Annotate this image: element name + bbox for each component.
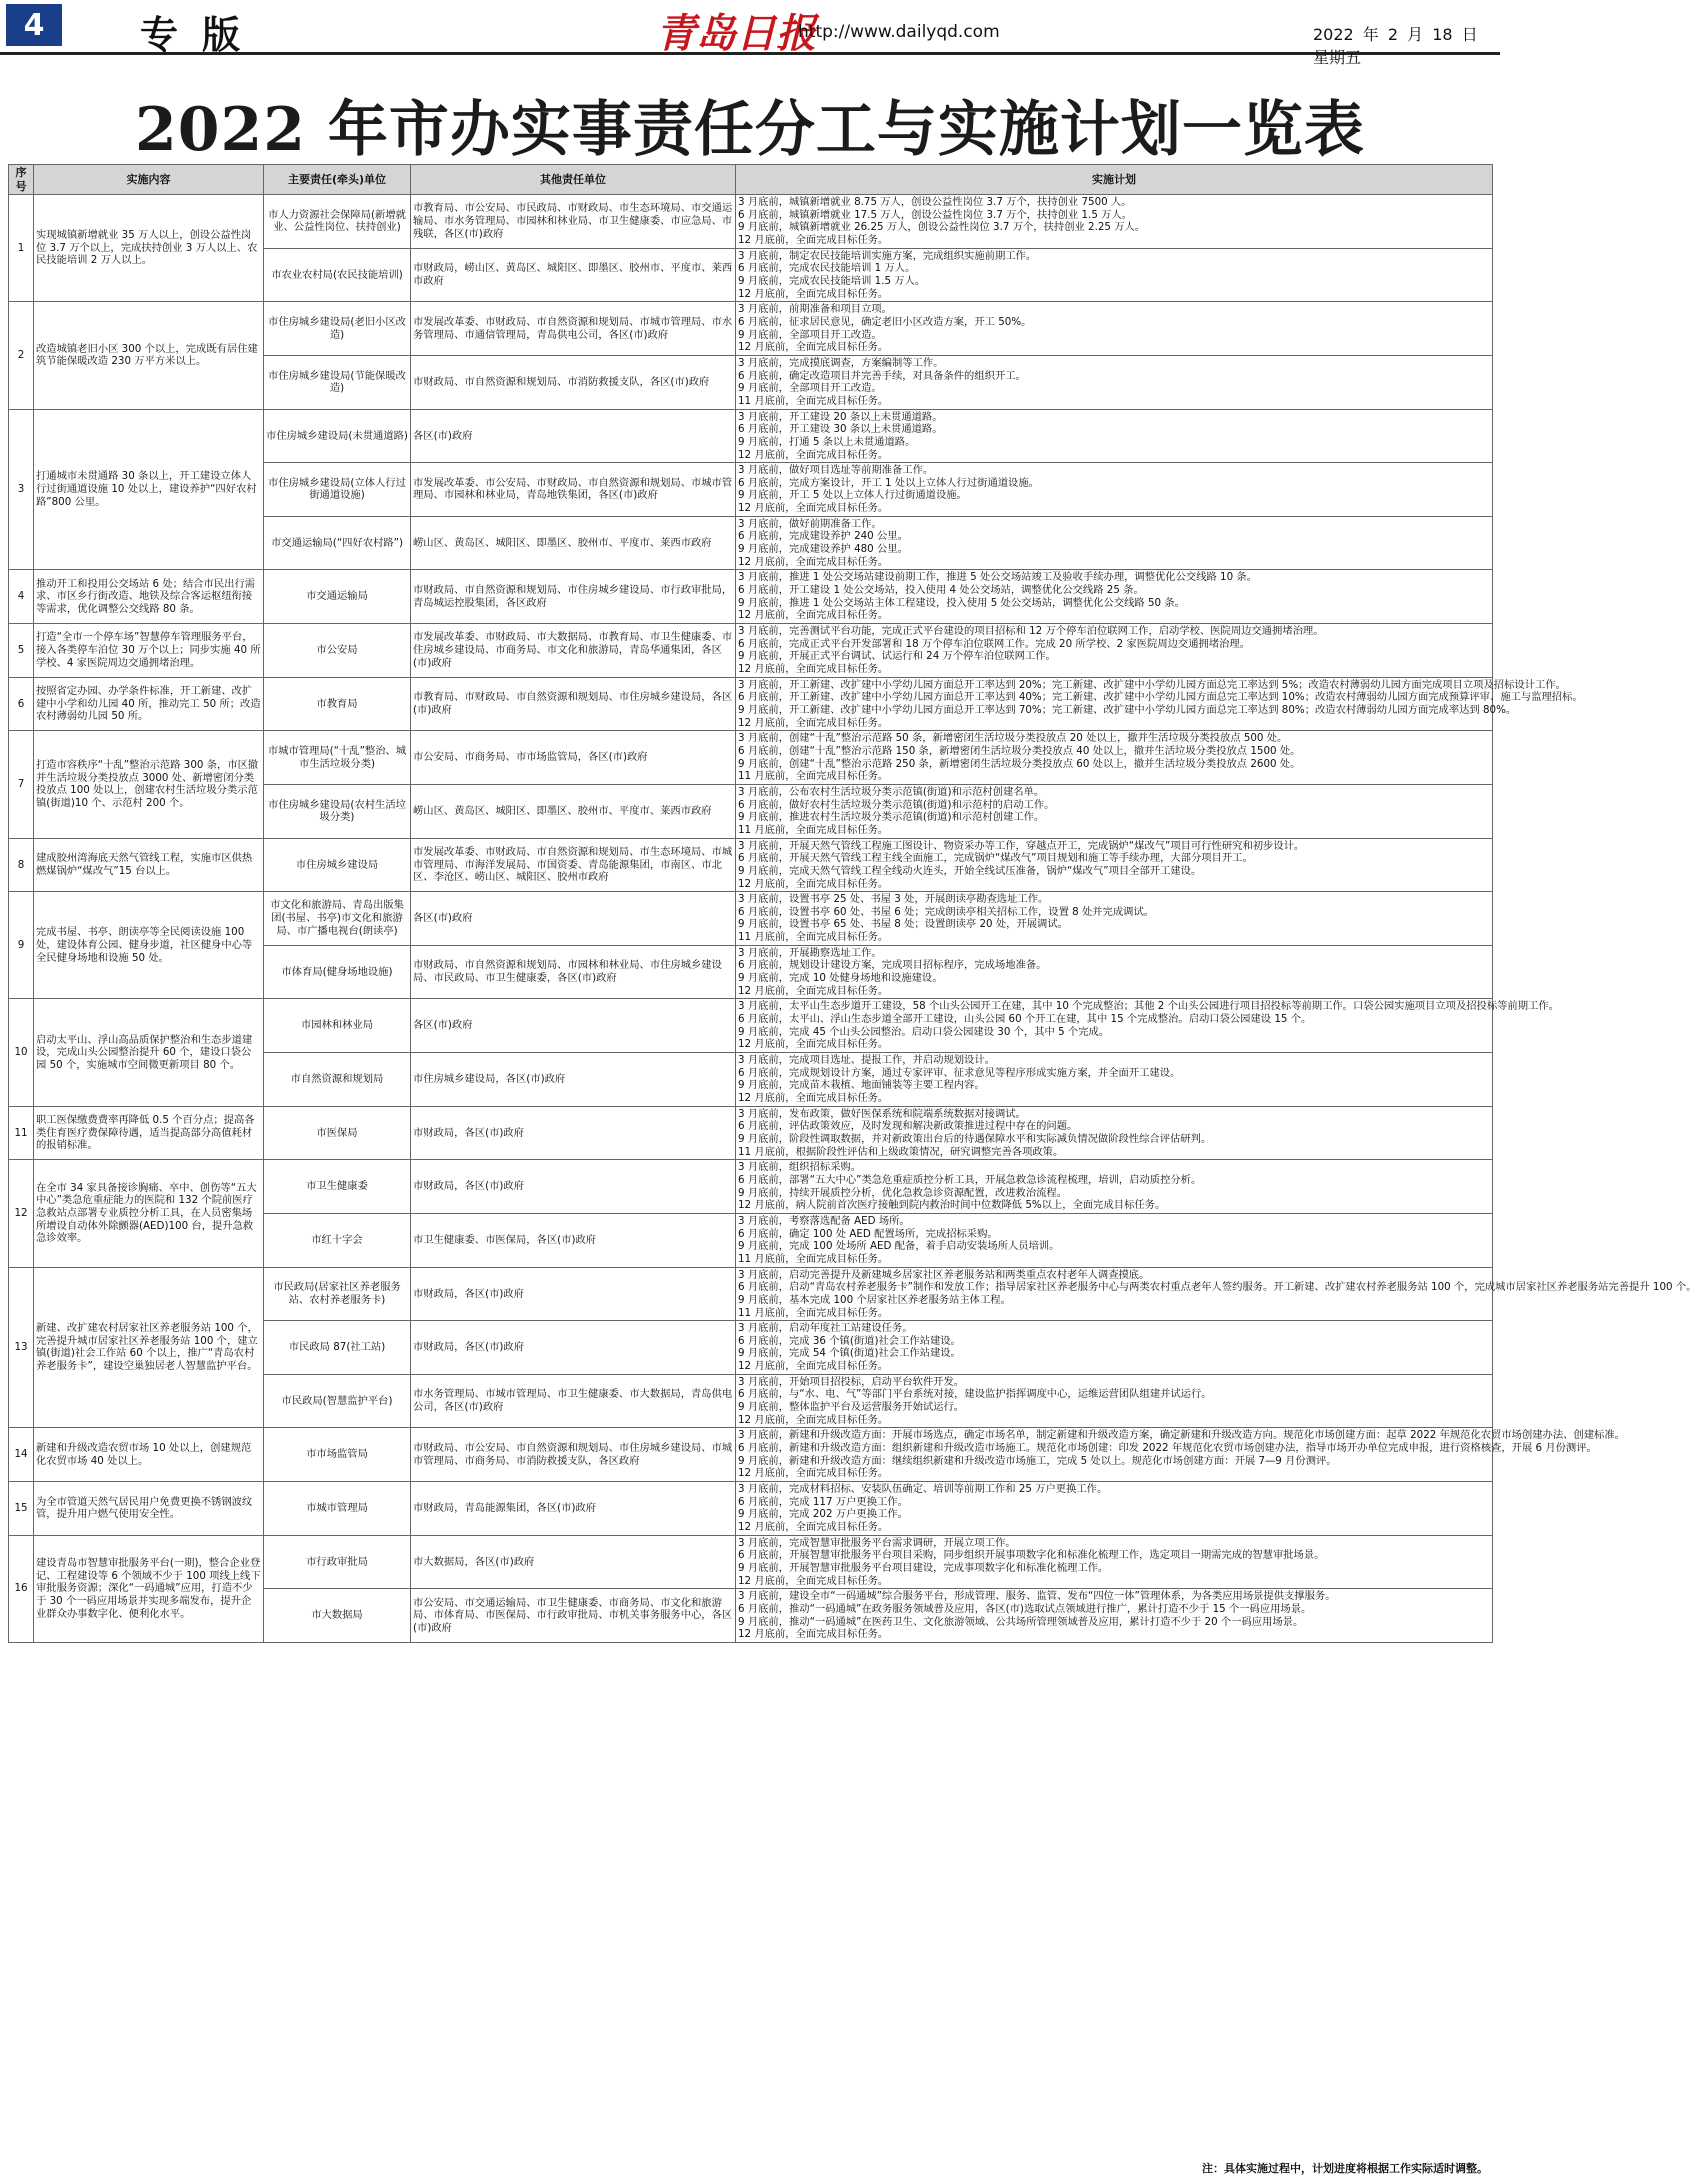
- implementation-plan: [736, 1374, 1493, 1428]
- item-number: 12: [9, 1160, 34, 1267]
- item-number: 11: [9, 1106, 34, 1160]
- col-header-plan: 实施计划: [736, 165, 1493, 195]
- table-row: [9, 302, 1493, 356]
- plan-step: 3 月底前，开工新建、改扩建中小学幼儿园方面总开工率达到 20%；完工新建、改扩建中小学幼儿园方面总完工率达到 5%；改造农村薄弱幼儿园方面完成项目立项及招标设计工作。: [738, 678, 1566, 691]
- implementation-plan: [736, 1160, 1493, 1214]
- other-units: 市财政局，各区(市)政府: [411, 1160, 736, 1214]
- lead-unit: 市农业农村局(农民技能培训): [264, 248, 411, 302]
- table-row: [9, 1160, 1493, 1214]
- table-row: [9, 1267, 1493, 1321]
- other-units: 市财政局，青岛能源集团，各区(市)政府: [411, 1482, 736, 1536]
- plan-step: 3 月底前，完成材料招标、安装队伍确定、培训等前期工作和 25 万户更换工作。: [738, 1483, 1108, 1496]
- lead-unit: 市卫生健康委: [264, 1160, 411, 1214]
- other-units: 市教育局、市公安局、市民政局、市财政局、市生态环境局、市交通运输局、市水务管理局、市园林和林业局、市卫生健康委、市应急局、市残联，各区(市)政府: [411, 195, 736, 249]
- lead-unit: 市自然资源和规划局: [264, 1053, 411, 1107]
- masthead: [0, 0, 1500, 67]
- plan-step: 9 月底前，新建和升级改造方面：继续组织新建和升级改造市场施工，完成 5 处以上。规范化市场创建方面：开展 7—9 月份测评。: [738, 1454, 1337, 1467]
- newspaper-logo: 青岛日报: [656, 10, 816, 57]
- plan-step: 6 月底前，新建和升级改造方面：组织新建和升级改造市场施工。规范化市场创建：印发 2022 年规范化农贸市场创建办法，指导市场开办单位完成申报，进行资格核查，开展 6 月份测评。: [738, 1442, 1597, 1455]
- plan-step: 12 月底前，全面完成目标任务。: [738, 1413, 889, 1426]
- other-units: 市公安局、市商务局、市市场监管局，各区(市)政府: [411, 731, 736, 785]
- other-units: 各区(市)政府: [411, 999, 736, 1053]
- other-units: 市卫生健康委、市医保局，各区(市)政府: [411, 1213, 736, 1267]
- plan-step: 9 月底前，完成 10 处健身场地和设施建设。: [738, 972, 943, 985]
- lead-unit: 市交通运输局: [264, 570, 411, 624]
- lead-unit: 市医保局: [264, 1106, 411, 1160]
- plan-step: 3 月底前，完成项目选址、提报工作，并启动规划设计。: [738, 1054, 995, 1067]
- table-body: [9, 195, 1696, 1643]
- implementation-plan: [736, 731, 1493, 785]
- plan-step: 11 月底前，全面完成目标任务。: [738, 394, 889, 407]
- plan-step: 12 月底前，全面完成目标任务。: [738, 341, 889, 354]
- implementation-plan: [736, 1589, 1493, 1643]
- plan-step: 9 月底前，全部项目开工改造。: [738, 328, 882, 341]
- item-number: 10: [9, 999, 34, 1106]
- item-number: 9: [9, 892, 34, 999]
- implementation-plan: [736, 355, 1493, 409]
- other-units: 市发展改革委、市财政局、市自然资源和规划局、市城市管理局、市水务管理局、市通信管理局，青岛供电公司，各区(市)政府: [411, 302, 736, 356]
- other-units: 市水务管理局、市城市管理局、市卫生健康委、市大数据局，青岛供电公司，各区(市)政府: [411, 1374, 736, 1428]
- plan-step: 3 月底前，完善测试平台功能，完成正式平台建设的项目招标和 12 万个停车泊位联网工作，启动学校、医院周边交通拥堵治理。: [738, 625, 1324, 638]
- implementation-plan: [736, 302, 1493, 356]
- responsibility-table: [8, 164, 1696, 1643]
- other-units: 市财政局，崂山区、黄岛区、城阳区、即墨区、胶州市、平度市、莱西市政府: [411, 248, 736, 302]
- lead-unit: 市大数据局: [264, 1589, 411, 1643]
- other-units: 市发展改革委、市财政局、市大数据局、市教育局、市卫生健康委、市住房城乡建设局、市商务局、市文化和旅游局，青岛华通集团，各区(市)政府: [411, 624, 736, 678]
- plan-step: 12 月底前，全面完成目标任务。: [738, 555, 889, 568]
- lead-unit: 市住房城乡建设局(节能保暖改造): [264, 355, 411, 409]
- plan-step: 3 月底前，推进 1 处公交场站建设前期工作，推进 5 处公交场站竣工及验收手续办理，调整优化公交线路 10 条。: [738, 571, 1258, 584]
- other-units: 市财政局、市自然资源和规划局、市园林和林业局、市住房城乡建设局、市民政局、市卫生健康委，各区(市)政府: [411, 945, 736, 999]
- implementation-plan: [736, 784, 1493, 838]
- item-content: 打通城市未贯通路 30 条以上，开工建设立体人行过街通道设施 10 处以上，建设养护“四好农村路”800 公里。: [34, 409, 264, 570]
- plan-step: 6 月底前，城镇新增就业 17.5 万人，创设公益性岗位 3.7 万个，扶持创业 1.5 万人。: [738, 208, 1133, 221]
- plan-step: 12 月底前，全面完成目标任务。: [738, 1521, 889, 1533]
- page-number-badge: 4: [6, 4, 62, 46]
- plan-step: 6 月底前，开工新建、改扩建中小学幼儿园方面总开工率达到 40%；完工新建、改扩建中小学幼儿园方面总完工率达到 10%；改造农村薄弱幼儿园方面完成预算评审、施工与监理招标。: [738, 691, 1583, 704]
- other-units: 各区(市)政府: [411, 409, 736, 463]
- issue-date: 2022 年 2 月 18 日 星期五: [1313, 25, 1478, 67]
- plan-step: 12 月底前，病人院前首次医疗接触到院内救治时间中位数降低 5%以上，全面完成目标任务。: [738, 1199, 1166, 1212]
- plan-step: 6 月底前，完成建设养护 240 公里。: [738, 530, 908, 543]
- lead-unit: 市文化和旅游局、青岛出版集团(书屋、书亭)市文化和旅游局、市广播电视台(朗读亭): [264, 892, 411, 946]
- plan-step: 3 月底前，开展天然气管线工程施工图设计、物资采办等工作，穿越点开工，完成锅炉“煤改气”项目可行性研究和初步设计。: [738, 839, 1305, 852]
- plan-step: 12 月底前，全面完成目标任务。: [738, 1038, 889, 1051]
- plan-step: 3 月底前，建设全市“一码通城”综合服务平台，形成管理、服务、监管、发布“四位一体”管理体系，为各类应用场景提供支撑服务。: [738, 1590, 1336, 1603]
- item-content: 建设青岛市智慧审批服务平台(一期)，整合企业登记、工程建设等 6 个领域不少于 100 项线上线下审批服务资源；深化“一码通城”应用，打造不少于 30 个一码应用场景并实现多端发布，提升企业群众办事数字化、便利化水平。: [34, 1535, 264, 1642]
- plan-step: 6 月底前，完成规划设计方案，通过专家评审、征求意见等程序形成实施方案，并全面开工建设。: [738, 1066, 1181, 1079]
- item-number: 15: [9, 1482, 34, 1536]
- plan-step: 3 月底前，公布农村生活垃圾分类示范镇(街道)和示范村创建名单。: [738, 785, 1045, 798]
- plan-step: 6 月底前，确定 100 处 AED 配置场所，完成招标采购。: [738, 1227, 998, 1240]
- plan-step: 12 月底前，全面完成目标任务。: [738, 984, 889, 997]
- col-header-content: 实施内容: [34, 165, 264, 195]
- plan-step: 6 月底前，与“水、电、气”等部门平台系统对接，建设监护指挥调度中心，运维运营团队组建并试运行。: [738, 1388, 1212, 1401]
- item-number: 2: [9, 302, 34, 409]
- plan-step: 3 月底前，发布政策，做好医保系统和院端系统数据对接调试。: [738, 1107, 1026, 1120]
- plan-step: 3 月底前，创建“十乱”整治示范路 50 条，新增密闭生活垃圾分类投放点 20 处以上，撤并生活垃圾分类投放点 500 处。: [738, 732, 1288, 745]
- lead-unit: 市住房城乡建设局(未贯通道路): [264, 409, 411, 463]
- implementation-plan: [736, 624, 1493, 678]
- plan-step: 11 月底前，全面完成目标任务。: [738, 770, 889, 783]
- plan-step: 9 月底前，打通 5 条以上未贯通道路。: [738, 435, 916, 448]
- plan-step: 6 月底前，开工建设 30 条以上未贯通道路。: [738, 423, 943, 436]
- other-units: 市财政局，各区(市)政府: [411, 1106, 736, 1160]
- other-units: 市财政局、市自然资源和规划局、市住房城乡建设局、市行政审批局，青岛城运控股集团，各区政府: [411, 570, 736, 624]
- plan-step: 9 月底前，完成天然气管线工程全线动火连头，开始全线试压准备，锅炉“煤改气”项目全部开工建设。: [738, 864, 1202, 877]
- other-units: 市发展改革委、市公安局、市财政局、市自然资源和规划局、市城市管理局、市园林和林业局，青岛地铁集团，各区(市)政府: [411, 463, 736, 517]
- plan-step: 6 月底前，开工建设 1 处公交场站，投入使用 4 处公交场站，调整优化公交线路 25 条。: [738, 584, 1144, 597]
- col-header-lead: 主要责任(牵头)单位: [264, 165, 411, 195]
- plan-step: 6 月底前，征求居民意见，确定老旧小区改造方案，开工 50%。: [738, 315, 1032, 328]
- item-content: 新建、改扩建农村居家社区养老服务站 100 个，完善提升城市居家社区养老服务站 100 个，建立镇(街道)社会工作站 60 个以上，推广“青岛农村养老服务卡”，建设空巢独居老人智慧监护平台。: [34, 1267, 264, 1428]
- other-units: 市大数据局，各区(市)政府: [411, 1535, 736, 1589]
- lead-unit: 市住房城乡建设局(老旧小区改造): [264, 302, 411, 356]
- item-content: 完成书屋、书亭、朗读亭等全民阅读设施 100 处，建设体育公园、健身步道，社区健身中心等全民健身场地和设施 50 处。: [34, 892, 264, 999]
- item-number: 1: [9, 195, 34, 302]
- col-header-no: 序号: [9, 165, 34, 195]
- plan-step: 6 月底前，启动“青岛农村养老服务卡”制作和发放工作；指导居家社区养老服务中心与两类农村重点老年人签约服务。开工新建、改扩建农村养老服务站 100 个，完成城市居家社区养老服务站完善提升 100 个。: [738, 1281, 1696, 1294]
- plan-step: 3 月底前，城镇新增就业 8.75 万人，创设公益性岗位 3.7 万个，扶持创业 7500 人。: [738, 196, 1132, 209]
- implementation-plan: [736, 1535, 1493, 1589]
- table-row: [9, 999, 1493, 1053]
- plan-step: 9 月底前，完成苗木栽植、地面铺装等主要工程内容。: [738, 1079, 985, 1092]
- plan-step: 3 月底前，开始项目招投标，启动平台软件开发。: [738, 1375, 965, 1388]
- plan-step: 9 月底前，推动“一码通城”在医药卫生、文化旅游领域、公共场所管理领域普及应用，累计打造不少于 20 个一码应用场景。: [738, 1615, 1304, 1628]
- plan-step: 6 月底前，完成 117 万户更换工作。: [738, 1495, 908, 1508]
- plan-step: 6 月底前，太平山、浮山生态步道全部开工建设，山头公园 60 个开工在建，其中 15 个完成整治。启动口袋公园建设 15 个。: [738, 1013, 1312, 1026]
- plan-step: 12 月底前，全面完成目标任务。: [738, 663, 889, 675]
- implementation-plan: [736, 999, 1559, 1053]
- plan-step: 9 月底前，开工 5 处以上立体人行过街通道设施。: [738, 489, 967, 502]
- item-content: 启动太平山、浮山高品质保护整治和生态步道建设，完成山头公园整治提升 60 个，建设口袋公园 50 个，实施城市空间微更新项目 80 个。: [34, 999, 264, 1106]
- plan-step: 3 月底前，设置书亭 25 处、书屋 3 处，开展朗读亭勘查选址工作。: [738, 893, 1049, 906]
- item-content: 改造城镇老旧小区 300 个以上，完成既有居住建筑节能保暖改造 230 万平方米以上。: [34, 302, 264, 409]
- lead-unit: 市民政局(居家社区养老服务站、农村养老服务卡): [264, 1267, 411, 1321]
- plan-step: 6 月底前，设置书亭 60 处、书屋 6 处；完成朗读亭相关招标工作，设置 8 处并完成调试。: [738, 905, 1155, 918]
- plan-step: 12 月底前，全面完成目标任务。: [738, 1628, 889, 1641]
- item-content: 推动开工和投用公交场站 6 处；结合市民出行需求、市区乡行街改造、地铁及综合客运枢纽衔接等需求，优化调整公交线路 80 条。: [34, 570, 264, 624]
- implementation-plan: [736, 1482, 1493, 1536]
- lead-unit: 市民政局 87(社工站): [264, 1321, 411, 1375]
- plan-step: 3 月底前，启动完善提升及新建城乡居家社区养老服务站和两类重点农村老年人调查摸底。: [738, 1268, 1150, 1281]
- plan-step: 9 月底前，完成建设养护 480 公里。: [738, 543, 908, 556]
- site-url[interactable]: http://www.dailyqd.com: [798, 22, 1000, 42]
- item-content: 按照省定办园、办学条件标准，开工新建、改扩建中小学和幼儿园 40 所，推动完工 50 所；改造农村薄弱幼儿园 50 所。: [34, 677, 264, 731]
- item-number: 13: [9, 1267, 34, 1428]
- plan-step: 9 月底前，全部项目开工改造。: [738, 382, 882, 395]
- plan-step: 9 月底前，设置书亭 65 处、书屋 8 处；设置朗读亭 20 处，开展调试。: [738, 918, 1068, 931]
- other-units: 市教育局、市财政局、市自然资源和规划局、市住房城乡建设局，各区(市)政府: [411, 677, 736, 731]
- plan-step: 3 月底前，做好前期准备工作。: [738, 517, 882, 530]
- plan-step: 6 月底前，确定改造项目并完善手续，对具备条件的组织开工。: [738, 369, 1026, 382]
- plan-step: 12 月底前，全面完成目标任务。: [738, 502, 889, 515]
- plan-step: 9 月底前，推进 1 处公交场站主体工程建设，投入使用 5 处公交场站，调整优化公交线路 50 条。: [738, 596, 1185, 609]
- implementation-plan: [736, 1106, 1493, 1160]
- plan-step: 12 月底前，全面完成目标任务。: [738, 287, 889, 300]
- table-row: [9, 677, 1493, 731]
- plan-step: 11 月底前，全面完成目标任务。: [738, 1252, 889, 1265]
- section-label: 专版: [140, 12, 265, 57]
- plan-step: 12 月底前，全面完成目标任务。: [738, 609, 889, 622]
- lead-unit: 市民政局(智慧监护平台): [264, 1374, 411, 1428]
- other-units: 各区(市)政府: [411, 892, 736, 946]
- implementation-plan: [736, 516, 1493, 570]
- plan-step: 6 月底前，开展智慧审批服务平台项目采购，同步组织开展事项数字化和标准化梳理工作，选定项目一期需完成的智慧审批场景。: [738, 1549, 1325, 1562]
- other-units: 市财政局，各区(市)政府: [411, 1267, 736, 1321]
- other-units: 崂山区、黄岛区、城阳区、即墨区、胶州市、平度市、莱西市政府: [411, 516, 736, 570]
- item-content: 实现城镇新增就业 35 万人以上，创设公益性岗位 3.7 万个以上，完成扶持创业 3 万人以上、农民技能培训 2 万人以上。: [34, 195, 264, 302]
- lead-unit: 市市场监管局: [264, 1428, 411, 1482]
- plan-step: 9 月底前，基本完成 100 个居家社区养老服务站主体工程。: [738, 1293, 1011, 1306]
- implementation-plan: [736, 1428, 1625, 1482]
- footnote: 注：具体实施过程中，计划进度将根据工作实际适时调整。: [1202, 2162, 1488, 2175]
- lead-unit: 市住房城乡建设局: [264, 838, 411, 892]
- table-row: [9, 624, 1493, 678]
- implementation-plan: [736, 892, 1493, 946]
- plan-step: 9 月底前，创建“十乱”整治示范路 250 条，新增密闭生活垃圾分类投放点 60 处以上，撤并生活垃圾分类投放点 2600 处。: [738, 757, 1301, 770]
- plan-step: 12 月底前，全面完成目标任务。: [738, 1467, 889, 1480]
- table-row: [9, 1482, 1493, 1536]
- plan-step: 11 月底前，全面完成目标任务。: [738, 823, 889, 836]
- implementation-plan: [736, 463, 1493, 517]
- plan-step: 9 月底前，开展智慧审批服务平台项目建设，完成事项数字化和标准化梳理工作。: [738, 1561, 1109, 1574]
- plan-step: 11 月底前，全面完成目标任务。: [738, 1306, 889, 1319]
- lead-unit: 市行政审批局: [264, 1535, 411, 1589]
- plan-step: 6 月底前，推动“一码通城”在政务服务领域普及应用，各区(市)选取试点领域进行推广，累计打造不少于 15 个一码应用场景。: [738, 1602, 1312, 1615]
- table-row: [9, 1535, 1493, 1589]
- lead-unit: 市红十字会: [264, 1213, 411, 1267]
- lead-unit: 市人力资源社会保障局(新增就业、公益性岗位、扶持创业): [264, 195, 411, 249]
- plan-step: 9 月底前，完成 54 个镇(街道)社会工作站建设。: [738, 1347, 961, 1360]
- table-header-row: [9, 165, 1493, 195]
- plan-step: 6 月底前，开展天然气管线工程主线全面施工，完成锅炉“煤改气”项目规划和施工等手续办理，大部分项目开工。: [738, 852, 1253, 865]
- implementation-plan: [736, 570, 1493, 624]
- table-row: [9, 731, 1493, 785]
- implementation-plan: [736, 677, 1583, 731]
- implementation-plan: [736, 1213, 1493, 1267]
- implementation-plan: [736, 1053, 1493, 1107]
- plan-step: 9 月底前，整体监护平台及运营服务开始试运行。: [738, 1401, 965, 1414]
- plan-step: 6 月底前，部署“五大中心”类急危重症质控分析工具，开展急救急诊流程梳理，培训，启动质控分析。: [738, 1173, 1202, 1186]
- plan-step: 12 月底前，全面完成目标任务。: [738, 716, 889, 729]
- plan-step: 12 月底前，全面完成目标任务。: [738, 1574, 889, 1587]
- plan-step: 11 月底前，全面完成目标任务。: [738, 931, 889, 944]
- plan-step: 3 月底前，新建和升级改造方面：开展市场选点，确定市场名单，制定新建和升级改造方案，确定新建和升级改造方向。规范化市场创建方面：起草 2022 年规范化农贸市场创建办法、创建标准。: [738, 1429, 1625, 1442]
- plan-step: 6 月底前，评估政策效应，及时发现和解决新政策推进过程中存在的问题。: [738, 1120, 1078, 1133]
- item-content: 新建和升级改造农贸市场 10 处以上，创建规范化农贸市场 40 处以上。: [34, 1428, 264, 1482]
- other-units: 市住房城乡建设局，各区(市)政府: [411, 1053, 736, 1107]
- lead-unit: 市住房城乡建设局(农村生活垃圾分类): [264, 784, 411, 838]
- implementation-plan: [736, 1267, 1696, 1321]
- item-content: 在全市 34 家具备接诊胸痛、卒中、创伤等“五大中心”类急危重症能力的医院和 132 个院前医疗急救站点部署专业质控分析工具，在人员密集场所增设自动体外除颤器(AED)100 台，提升急救急诊效率。: [34, 1160, 264, 1267]
- table-row: [9, 195, 1493, 249]
- plan-step: 9 月底前，完成 45 个山头公园整治。启动口袋公园建设 30 个，其中 5 个完成。: [738, 1025, 1110, 1038]
- item-number: 4: [9, 570, 34, 624]
- item-number: 6: [9, 677, 34, 731]
- plan-step: 3 月底前，完成智慧审批服务平台需求调研，开展立项工作。: [738, 1536, 1016, 1549]
- plan-step: 11 月底前，根据阶段性评估和上级政策情况，研究调整完善各项政策。: [738, 1145, 1064, 1158]
- item-number: 3: [9, 409, 34, 570]
- implementation-plan: [736, 945, 1493, 999]
- lead-unit: 市城市管理局: [264, 1482, 411, 1536]
- item-number: 8: [9, 838, 34, 892]
- implementation-plan: [736, 248, 1493, 302]
- plan-step: 6 月底前，创建“十乱”整治示范路 150 条，新增密闭生活垃圾分类投放点 40 处以上，撤并生活垃圾分类投放点 1500 处。: [738, 744, 1301, 757]
- table-row: [9, 892, 1493, 946]
- lead-unit: 市城市管理局(“十乱”整治、城市生活垃圾分类): [264, 731, 411, 785]
- other-units: 市财政局、市公安局、市自然资源和规划局、市住房城乡建设局、市城市管理局、市商务局、市消防救援支队，各区政府: [411, 1428, 736, 1482]
- plan-step: 12 月底前，全面完成目标任务。: [738, 1092, 889, 1104]
- item-number: 7: [9, 731, 34, 838]
- lead-unit: 市公安局: [264, 624, 411, 678]
- item-content: 打造“全市一个停车场”智慧停车管理服务平台，接入各类停车泊位 30 万个以上；同步实施 40 所学校、4 家医院周边交通拥堵治理。: [34, 624, 264, 678]
- plan-step: 3 月底前，开展勘察选址工作。: [738, 946, 882, 959]
- plan-step: 3 月底前，启动年度社工站建设任务。: [738, 1322, 913, 1335]
- plan-step: 3 月底前，组织招标采购。: [738, 1161, 862, 1174]
- plan-step: 3 月底前，太平山生态步道开工建设，58 个山头公园开工在建，其中 10 个完成整治；其他 2 个山头公园进行项目招投标等前期工作。口袋公园实施项目立项及招投标等前期工作。: [738, 1000, 1559, 1013]
- other-units: 市公安局、市交通运输局、市卫生健康委、市商务局、市文化和旅游局、市体育局、市医保局、市行政审批局、市机关事务服务中心，各区(市)政府: [411, 1589, 736, 1643]
- plan-step: 12 月底前，全面完成目标任务。: [738, 448, 889, 461]
- plan-step: 9 月底前，完成 100 处场所 AED 配备，着手启动安装场所人员培训。: [738, 1240, 1060, 1253]
- implementation-plan: [736, 195, 1493, 249]
- item-content: 为全市管道天然气居民用户免费更换不锈钢波纹管，提升用户燃气使用安全性。: [34, 1482, 264, 1536]
- plan-step: 9 月底前，开工新建、改扩建中小学幼儿园方面总开工率达到 70%；完工新建、改扩建中小学幼儿园方面总完工率达到 80%；改造农村薄弱幼儿园方面完成率达到 80%。: [738, 703, 1517, 716]
- table-row: [9, 838, 1493, 892]
- col-header-others: 其他责任单位: [411, 165, 736, 195]
- implementation-plan: [736, 838, 1493, 892]
- lead-unit: 市园林和林业局: [264, 999, 411, 1053]
- page-title: 2022 年市办实事责任分工与实施计划一览表: [135, 95, 1365, 165]
- lead-unit: 市住房城乡建设局(立体人行过街通道设施): [264, 463, 411, 517]
- item-content: 建成胶州湾海底天然气管线工程，实施市区供热燃煤锅炉“煤改气”15 台以上。: [34, 838, 264, 892]
- item-number: 14: [9, 1428, 34, 1482]
- table-row: [9, 409, 1493, 463]
- plan-step: 6 月底前，规划设计建设方案，完成项目招标程序，完成场地准备。: [738, 959, 1047, 972]
- item-number: 5: [9, 624, 34, 678]
- plan-step: 12 月底前，全面完成目标任务。: [738, 1360, 889, 1373]
- plan-step: 3 月底前，完成摸底调查，方案编制等工作。: [738, 356, 944, 369]
- plan-step: 6 月底前，完成方案设计，开工 1 处以上立体人行过街通道设施。: [738, 476, 1039, 489]
- plan-step: 6 月底前，完成正式平台开发部署和 18 万个停车泊位联网工作。完成 20 所学校、2 家医院周边交通拥堵治理。: [738, 637, 1251, 650]
- plan-step: 3 月底前，前期准备和项目立项。: [738, 303, 892, 316]
- plan-step: 9 月底前，城镇新增就业 26.25 万人，创设公益性岗位 3.7 万个，扶持创业 2.25 万人。: [738, 221, 1146, 234]
- item-content: 职工医保缴费费率再降低 0.5 个百分点；提高各类住育医疗费保障待遇，适当提高部分高值耗材的报销标准。: [34, 1106, 264, 1160]
- plan-step: 9 月底前，开展正式平台调试、试运行和 24 万个停车泊位联网工作。: [738, 650, 1056, 663]
- plan-step: 3 月底前，考察落选配备 AED 场所。: [738, 1214, 910, 1227]
- lead-unit: 市交通运输局(“四好农村路”): [264, 516, 411, 570]
- table-row: [9, 1106, 1493, 1160]
- other-units: 市财政局、市自然资源和规划局、市消防救援支队，各区(市)政府: [411, 355, 736, 409]
- implementation-plan: [736, 409, 1493, 463]
- plan-step: 12 月底前，全面完成目标任务。: [738, 234, 889, 246]
- item-content: 打造市容秩序“十乱”整治示范路 300 条，市区撤并生活垃圾分类投放点 3000 处、新增密闭分类投放点 100 处以上，创建农村生活垃圾分类示范镇(街道)10 个、示范村 200 个。: [34, 731, 264, 838]
- plan-step: 9 月底前，完成农民技能培训 1.5 万人。: [738, 274, 926, 287]
- plan-step: 9 月底前，完成 202 万户更换工作。: [738, 1508, 908, 1521]
- table-row: [9, 1428, 1493, 1482]
- plan-step: 3 月底前，制定农民技能培训实施方案，完成组织实施前期工作。: [738, 249, 1037, 262]
- plan-step: 3 月底前，做好项目选址等前期准备工作。: [738, 464, 934, 477]
- item-number: 16: [9, 1535, 34, 1642]
- implementation-plan: [736, 1321, 1493, 1375]
- plan-step: 12 月底前，全面完成目标任务。: [738, 877, 889, 890]
- plan-step: 6 月底前，完成 36 个镇(街道)社会工作站建设。: [738, 1334, 961, 1347]
- plan-step: 6 月底前，做好农村生活垃圾分类示范镇(街道)和示范村的启动工作。: [738, 798, 1055, 811]
- plan-step: 9 月底前，推进农村生活垃圾分类示范镇(街道)和示范村创建工作。: [738, 811, 1045, 824]
- lead-unit: 市教育局: [264, 677, 411, 731]
- other-units: 市发展改革委、市财政局、市自然资源和规划局、市生态环境局、市城市管理局、市海洋发展局、市国资委、青岛能源集团，市南区、市北区、李沧区、崂山区、城阳区、胶州市政府: [411, 838, 736, 892]
- other-units: 崂山区、黄岛区、城阳区、即墨区、胶州市、平度市、莱西市政府: [411, 784, 736, 838]
- plan-step: 3 月底前，开工建设 20 条以上未贯通道路。: [738, 410, 943, 423]
- table-row: [9, 570, 1493, 624]
- lead-unit: 市体育局(健身场地设施): [264, 945, 411, 999]
- plan-step: 9 月底前，持续开展质控分析，优化急救急诊资源配置，改进救治流程。: [738, 1186, 1068, 1199]
- plan-step: 6 月底前，完成农民技能培训 1 万人。: [738, 262, 916, 275]
- plan-step: 9 月底前，阶段性调取数据，并对新政策出台后的待遇保障水平和实际减负情况做阶段性综合评估研判。: [738, 1132, 1212, 1145]
- other-units: 市财政局，各区(市)政府: [411, 1321, 736, 1375]
